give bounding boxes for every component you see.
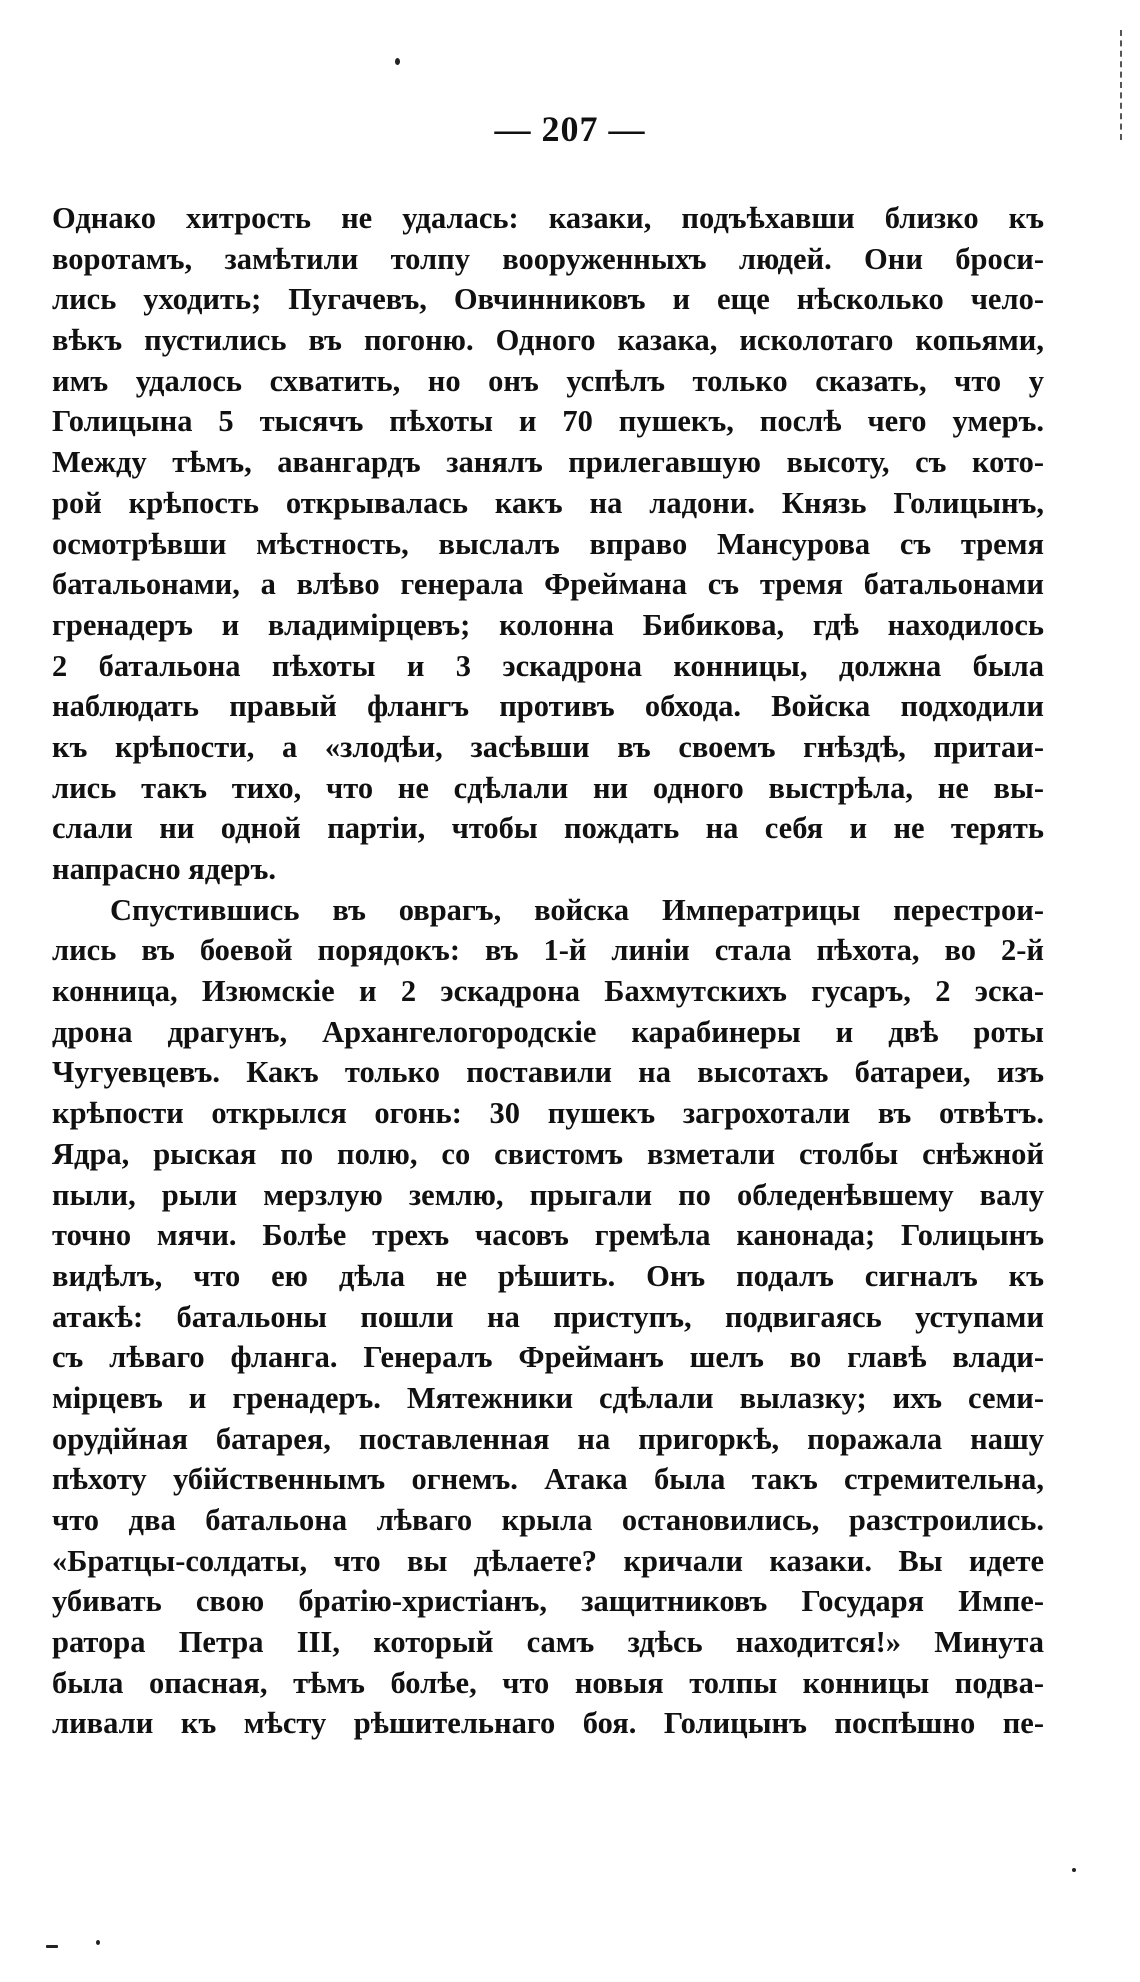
text-line: лись въ боевой порядокъ: въ 1-й линіи стала пѣхота, во 2-й	[52, 933, 1044, 968]
text-line: батальонами, а влѣво генерала Фреймана съ тремя батальонами	[52, 567, 1044, 602]
text-line: осмотрѣвши мѣстность, выслалъ вправо Мансурова съ тремя	[52, 526, 1044, 561]
text-line: точно мячи. Болѣе трехъ часовъ гремѣла канонада; Голицынъ	[52, 1218, 1044, 1253]
text-line: пѣхоту убійственнымъ огнемъ. Атака была такъ стремительна,	[52, 1462, 1044, 1497]
text-line: имъ удалось схватить, но онъ успѣлъ только сказать, что у	[52, 363, 1044, 398]
text-line: рой крѣпость открывалась какъ на ладони. Князь Голицынъ,	[52, 485, 1044, 520]
text-line: Ядра, рыская по полю, со свистомъ взметали столбы снѣжной	[52, 1136, 1044, 1171]
text-line: дрона драгунъ, Архангелогородскіе карабинеры и двѣ роты	[52, 1014, 1044, 1049]
text-line: видѣлъ, что ею дѣла не рѣшить. Онъ подалъ сигналъ къ	[52, 1258, 1044, 1293]
text-line: была опасная, тѣмъ болѣе, что новыя толпы конницы подва-	[52, 1665, 1044, 1700]
text-line: съ лѣваго фланга. Генералъ Фрейманъ шелъ во главѣ влади-	[52, 1340, 1044, 1375]
text-line: Однако хитрость не удалась: казаки, подъѣхавши близко къ	[52, 201, 1044, 235]
text-line: убивать свою братію-христіанъ, защитниковъ Государя Импе-	[52, 1584, 1044, 1619]
ink-speck	[395, 58, 400, 65]
text-line: воротамъ, замѣтили толпу вооруженныхъ людей. Они броси-	[52, 241, 1044, 276]
text-line: конница, Изюмскіе и 2 эскадрона Бахмутскихъ гусаръ, 2 эска-	[52, 974, 1044, 1009]
ink-speck	[96, 1940, 100, 1945]
text-line: Спустившись въ оврагъ, войска Императрицы перестрои-	[110, 892, 1044, 927]
text-line: Между тѣмъ, авангардъ занялъ прилегавшую высоту, съ кото-	[52, 445, 1044, 480]
page-number: — 207 —	[494, 109, 646, 149]
text-line: вѣкъ пустились въ погоню. Одного казака, исколотаго копьями,	[52, 323, 1044, 358]
text-line: пыли, рыли мерзлую землю, прыгали по обледенѣвшему валу	[52, 1177, 1044, 1212]
text-line: гренадеръ и владимірцевъ; колонна Бибикова, гдѣ находилось	[52, 607, 1044, 642]
text-line: ливали къ мѣсту рѣшительнаго боя. Голицынъ поспѣшно пе-	[52, 1706, 1044, 1741]
text-line: атакѣ: батальоны пошли на приступъ, подвигаясь уступами	[52, 1299, 1044, 1334]
text-line: къ крѣпости, а «злодѣи, засѣвши въ своемъ гнѣздѣ, притаи-	[52, 729, 1044, 764]
text-line: напрасно ядеръ.	[52, 852, 277, 886]
body-text	[52, 198, 1044, 1744]
text-line: Голицына 5 тысячъ пѣхоты и 70 пушекъ, послѣ чего умеръ.	[52, 404, 1044, 439]
text-line: лись уходить; Пугачевъ, Овчинниковъ и еще нѣсколько чело-	[52, 282, 1044, 317]
text-line: мірцевъ и гренадеръ. Мятежники сдѣлали вылазку; ихъ семи-	[52, 1380, 1044, 1415]
ink-speck	[46, 1945, 58, 1948]
text-line: «Братцы-солдаты, что вы дѣлаете? кричали казаки. Вы идете	[52, 1543, 1044, 1578]
ink-speck	[1072, 1868, 1076, 1872]
text-line: 2 батальона пѣхоты и 3 эскадрона конницы, должна была	[52, 648, 1044, 683]
text-line: крѣпости открылся огонь: 30 пушекъ загрохотали въ отвѣтъ.	[52, 1096, 1044, 1131]
text-line: орудійная батарея, поставленная на пригоркѣ, поражала нашу	[52, 1421, 1044, 1456]
text-line: наблюдать правый флангъ противъ обхода. Войска подходили	[52, 689, 1044, 724]
text-line: слали ни одной партіи, чтобы пождать на себя и не терять	[52, 811, 1044, 846]
text-line: Чугуевцевъ. Какъ только поставили на высотахъ батареи, изъ	[52, 1055, 1044, 1090]
text-line: ратора Петра III, который самъ здѣсь находится!» Минута	[52, 1625, 1044, 1660]
text-line: что два батальона лѣваго крыла остановились, разстроились.	[52, 1503, 1044, 1537]
text-line: лись такъ тихо, что не сдѣлали ни одного выстрѣла, не вы-	[52, 770, 1044, 805]
